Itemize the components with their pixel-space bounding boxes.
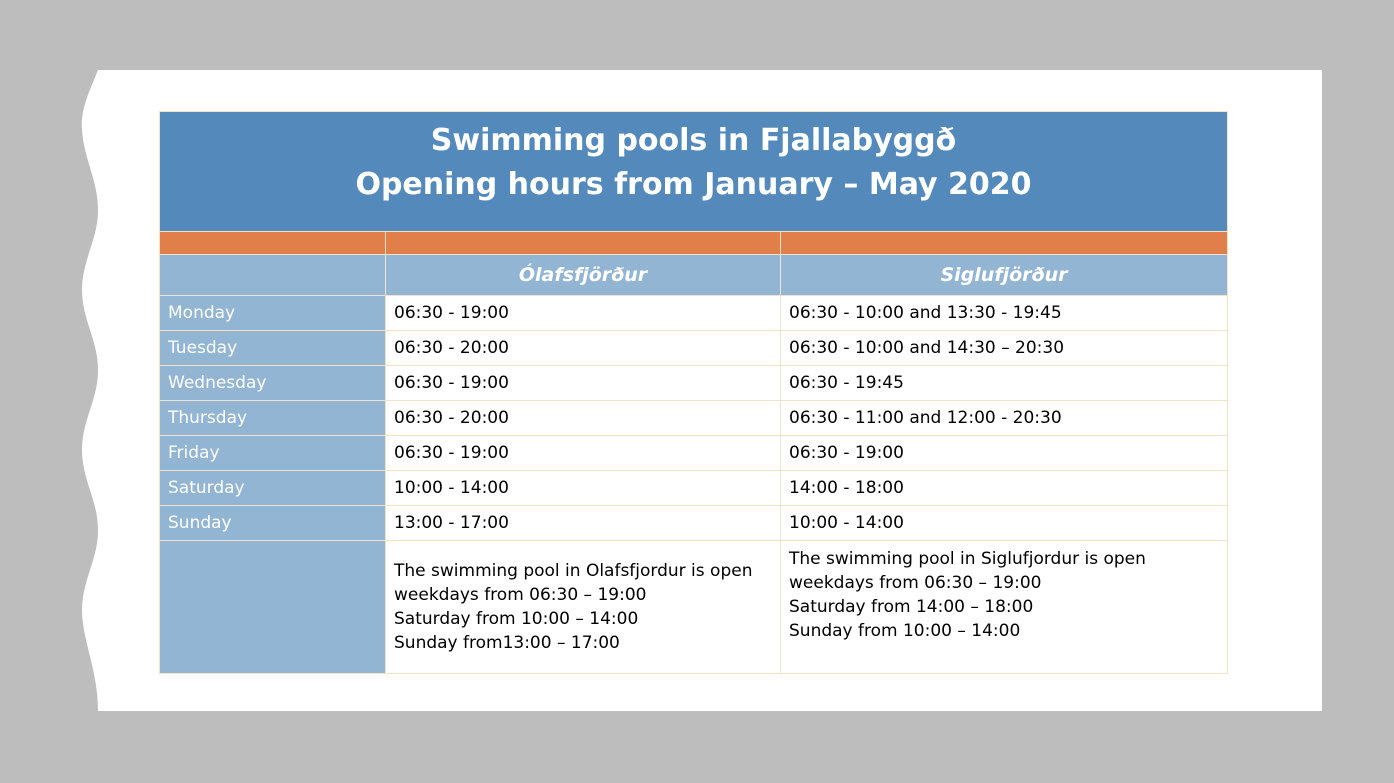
olafsfjordur-hours: 06:30 - 19:00 bbox=[386, 436, 781, 471]
olafsfjordur-hours: 06:30 - 19:00 bbox=[386, 366, 781, 401]
day-label: Wednesday bbox=[160, 366, 386, 401]
day-label: Monday bbox=[160, 296, 386, 331]
note-line: Saturday from 10:00 – 14:00 bbox=[394, 609, 639, 629]
siglufjordur-note bbox=[781, 541, 1228, 674]
siglufjordur-hours: 06:30 - 19:00 bbox=[781, 436, 1228, 471]
notes-row bbox=[160, 541, 1228, 674]
title-row bbox=[160, 112, 1228, 232]
accent-cell bbox=[781, 232, 1228, 255]
header-olafsfjordur: Ólafsfjörður bbox=[386, 255, 781, 296]
note-line: Sunday from13:00 – 17:00 bbox=[394, 633, 620, 653]
table-title bbox=[160, 112, 1228, 232]
note-line: The swimming pool in Olafsfjordur is open bbox=[394, 561, 753, 581]
olafsfjordur-hours: 06:30 - 20:00 bbox=[386, 401, 781, 436]
siglufjordur-hours: 06:30 - 10:00 and 13:30 - 19:45 bbox=[781, 296, 1228, 331]
table-row bbox=[160, 366, 1228, 401]
olafsfjordur-hours: 06:30 - 19:00 bbox=[386, 296, 781, 331]
note-line: Saturday from 14:00 – 18:00 bbox=[789, 597, 1034, 617]
note-line: weekdays from 06:30 – 19:00 bbox=[394, 585, 647, 605]
olafsfjordur-note bbox=[386, 541, 781, 674]
table-row bbox=[160, 471, 1228, 506]
column-header-row bbox=[160, 255, 1228, 296]
siglufjordur-hours: 14:00 - 18:00 bbox=[781, 471, 1228, 506]
note-line: Sunday from 10:00 – 14:00 bbox=[789, 621, 1021, 641]
day-label: Saturday bbox=[160, 471, 386, 506]
table-row bbox=[160, 331, 1228, 366]
siglufjordur-hours: 06:30 - 10:00 and 14:30 – 20:30 bbox=[781, 331, 1228, 366]
table-row bbox=[160, 296, 1228, 331]
table-row bbox=[160, 506, 1228, 541]
table-row bbox=[160, 436, 1228, 471]
header-day-cell bbox=[160, 255, 386, 296]
olafsfjordur-hours: 13:00 - 17:00 bbox=[386, 506, 781, 541]
siglufjordur-hours: 06:30 - 11:00 and 12:00 - 20:30 bbox=[781, 401, 1228, 436]
notes-label-cell bbox=[160, 541, 386, 674]
wavy-edge-decoration bbox=[80, 70, 120, 711]
accent-cell bbox=[160, 232, 386, 255]
olafsfjordur-hours: 10:00 - 14:00 bbox=[386, 471, 781, 506]
table-row bbox=[160, 401, 1228, 436]
siglufjordur-hours: 06:30 - 19:45 bbox=[781, 366, 1228, 401]
day-label: Sunday bbox=[160, 506, 386, 541]
siglufjordur-hours: 10:00 - 14:00 bbox=[781, 506, 1228, 541]
day-label: Tuesday bbox=[160, 331, 386, 366]
slide bbox=[80, 70, 1322, 711]
olafsfjordur-hours: 06:30 - 20:00 bbox=[386, 331, 781, 366]
note-line: The swimming pool in Siglufjordur is open bbox=[789, 549, 1146, 569]
accent-cell bbox=[386, 232, 781, 255]
note-line: weekdays from 06:30 – 19:00 bbox=[789, 573, 1042, 593]
day-label: Friday bbox=[160, 436, 386, 471]
title-line-2: Opening hours from January – May 2020 bbox=[355, 167, 1032, 202]
header-siglufjordur: Siglufjörður bbox=[781, 255, 1228, 296]
accent-row bbox=[160, 232, 1228, 255]
day-label: Thursday bbox=[160, 401, 386, 436]
opening-hours-table bbox=[159, 111, 1228, 674]
title-line-1: Swimming pools in Fjallabyggð bbox=[430, 123, 957, 158]
